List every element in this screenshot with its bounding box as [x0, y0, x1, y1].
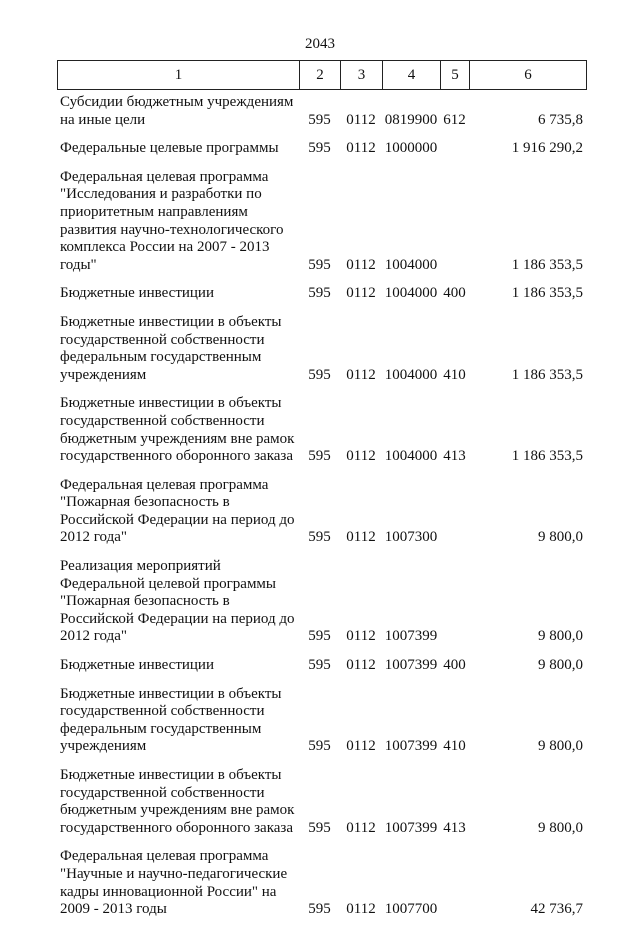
table-row [57, 767, 586, 837]
row-col-3: 0112 [346, 366, 376, 383]
row-col-2: 595 [308, 819, 331, 836]
row-name: Реализация мероприятий Федеральной целевой программы "Пожарная безопасность в Российской Федерации на период до 2012 года" [60, 558, 295, 645]
table-row [57, 140, 586, 158]
row-col-6: 9 800,0 [538, 738, 583, 755]
row-col-6: 1 186 353,5 [511, 448, 583, 465]
table-row [57, 395, 586, 465]
row-col-5: 413 [443, 819, 466, 836]
row-col-4: 1004000 [384, 448, 438, 465]
row-col-4: 1007399 [384, 628, 438, 645]
row-col-2: 595 [308, 366, 331, 383]
row-col-4: 1004000 [384, 256, 438, 273]
row-col-6: 1 186 353,5 [511, 256, 583, 273]
row-col-2: 595 [308, 628, 331, 645]
row-col-3: 0112 [346, 111, 376, 128]
row-col-3: 0112 [346, 628, 376, 645]
row-col-4: 0819900 [384, 111, 438, 128]
row-col-3: 0112 [346, 529, 376, 546]
table-header [57, 60, 587, 90]
row-name: Федеральные целевые программы [60, 140, 279, 157]
row-col-6: 1 186 353,5 [511, 285, 583, 302]
row-col-4: 1007399 [384, 657, 438, 674]
row-col-4: 1004000 [384, 366, 438, 383]
row-col-3: 0112 [346, 140, 376, 157]
row-col-2: 595 [308, 657, 331, 674]
row-col-3: 0112 [346, 738, 376, 755]
header-col-5: 5 [441, 61, 470, 90]
table-row [57, 94, 586, 129]
table-row [57, 558, 586, 646]
row-col-3: 0112 [346, 256, 376, 273]
header-col-4: 4 [383, 61, 441, 90]
table-row [57, 169, 586, 275]
row-col-2: 595 [308, 140, 331, 157]
row-col-5: 410 [443, 738, 466, 755]
row-col-6: 6 735,8 [538, 111, 583, 128]
row-col-4: 1007700 [384, 901, 438, 918]
row-col-2: 595 [308, 285, 331, 302]
row-name: Бюджетные инвестиции [60, 657, 214, 674]
row-col-5: 400 [443, 285, 466, 302]
row-col-6: 9 800,0 [538, 819, 583, 836]
row-col-4: 1004000 [384, 285, 438, 302]
header-col-6: 6 [470, 61, 587, 90]
row-name: Федеральная целевая программа "Пожарная безопасность в Российской Федерации на период до 2012 года" [60, 476, 295, 546]
table-row [57, 285, 586, 303]
row-col-5: 410 [443, 366, 466, 383]
row-name: Федеральная целевая программа "Научные и научно-педагогические кадры инновационной России" на 2009 - 2013 годы [60, 848, 288, 918]
row-name: Бюджетные инвестиции [60, 285, 214, 302]
row-col-2: 595 [308, 448, 331, 465]
row-col-4: 1000000 [384, 140, 438, 157]
row-col-6: 9 800,0 [538, 628, 583, 645]
row-col-4: 1007399 [384, 819, 438, 836]
header-col-3: 3 [341, 61, 383, 90]
header-col-1: 1 [58, 61, 300, 90]
row-col-5: 413 [443, 448, 466, 465]
row-col-2: 595 [308, 901, 331, 918]
row-name: Бюджетные инвестиции в объекты государственной собственности федеральным государственным учреждениям [60, 685, 282, 755]
row-col-3: 0112 [346, 285, 376, 302]
row-col-4: 1007300 [384, 529, 438, 546]
row-col-6: 1 186 353,5 [511, 366, 583, 383]
page-number: 2043 [305, 36, 335, 52]
row-name: Субсидии бюджетным учреждениям на иные цели [60, 94, 294, 128]
table-body [57, 94, 586, 930]
row-col-6: 9 800,0 [538, 529, 583, 546]
table-row [57, 314, 586, 384]
row-col-6: 1 916 290,2 [511, 140, 583, 157]
header-col-2: 2 [300, 61, 341, 90]
table-row [57, 686, 586, 756]
row-col-3: 0112 [346, 901, 376, 918]
row-col-2: 595 [308, 738, 331, 755]
row-col-3: 0112 [346, 657, 376, 674]
row-col-2: 595 [308, 529, 331, 546]
table-row [57, 477, 586, 547]
row-col-2: 595 [308, 111, 331, 128]
row-name: Бюджетные инвестиции в объекты государственной собственности бюджетным учреждениям вне рамок государственного оборонного заказа [60, 767, 295, 836]
row-col-5: 612 [443, 111, 466, 128]
row-col-6: 9 800,0 [538, 657, 583, 674]
row-name: Бюджетные инвестиции в объекты государственной собственности бюджетным учреждениям вне рамок государственного оборонного заказа [60, 395, 295, 465]
row-col-3: 0112 [346, 819, 376, 836]
table-row [57, 657, 586, 675]
row-col-4: 1007399 [384, 738, 438, 755]
row-col-3: 0112 [346, 448, 376, 465]
table-row [57, 848, 586, 918]
row-name: Федеральная целевая программа "Исследования и разработки по приоритетным направлениям развития научно-технологического комплекса России на 2007 - 2013 годы" [60, 168, 284, 273]
row-col-2: 595 [308, 256, 331, 273]
row-name: Бюджетные инвестиции в объекты государственной собственности федеральным государственным учреждениям [60, 313, 282, 383]
row-col-6: 42 736,7 [530, 901, 583, 918]
row-col-5: 400 [443, 657, 466, 674]
